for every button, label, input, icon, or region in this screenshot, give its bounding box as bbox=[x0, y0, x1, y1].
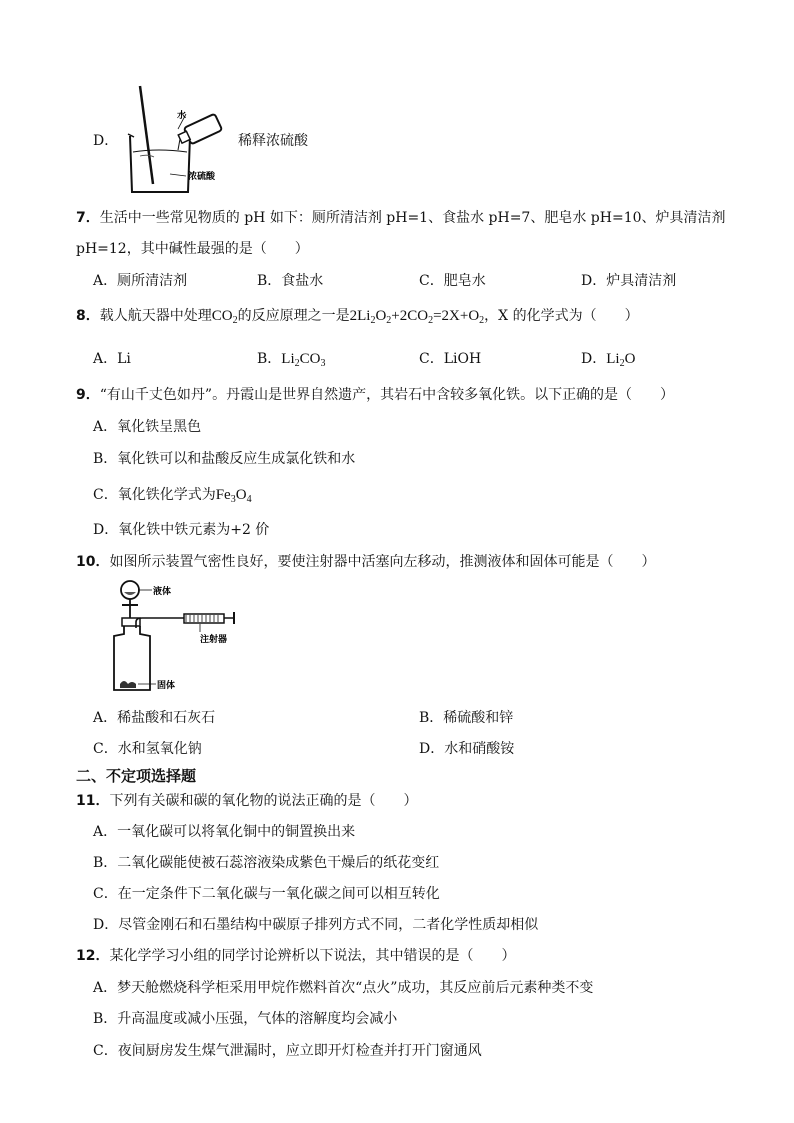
dilution-apparatus-figure bbox=[118, 84, 228, 196]
q7-option-d[interactable]: D．炉具清洁剂 bbox=[581, 273, 677, 289]
apparatus-figure bbox=[100, 578, 245, 693]
q8-option-c[interactable]: C．LiOH bbox=[419, 351, 482, 367]
q11-option-b[interactable]: B．二氧化碳能使被石蕊溶液染成紫色干燥后的纸花变红 bbox=[93, 855, 440, 871]
q8-option-d[interactable]: D．$Li_2O$ bbox=[581, 351, 636, 369]
q11-option-d[interactable]: D．尽管金刚石和石墨结构中碳原子排列方式不同，二者化学性质却相似 bbox=[93, 917, 539, 933]
q7-option-b[interactable]: B．食盐水 bbox=[257, 273, 324, 289]
q7-stem-line2: pH=12，其中碱性最强的是（ ） bbox=[76, 241, 309, 257]
water-label: 水 bbox=[177, 111, 187, 121]
q10-stem: 10．如图所示装置气密性良好，要使注射器中活塞向左移动，推测液体和固体可能是（ ） bbox=[76, 554, 656, 570]
q8-stem: 8．载人航天器中处理$CO_2$的反应原理之一是$2Li_2O_2+2CO_2=2X+O_2$，X 的化学式为（ ） bbox=[76, 308, 639, 326]
q8-option-b[interactable]: B．$Li_2CO_3$ bbox=[257, 351, 326, 369]
q9-option-b[interactable]: B．氧化铁可以和盐酸反应生成氯化铁和水 bbox=[93, 451, 356, 467]
q11-option-c[interactable]: C．在一定条件下二氧化碳与一氧化碳之间可以相互转化 bbox=[93, 886, 440, 902]
q12-option-b[interactable]: B．升高温度或减小压强，气体的溶解度均会减小 bbox=[93, 1011, 398, 1027]
syringe-label: 注射器 bbox=[200, 635, 228, 645]
q6-option-d-label: D． bbox=[93, 133, 119, 149]
reaction-equation: $2Li_2O_2+2CO_2=2X+O_2$ bbox=[349, 308, 485, 326]
q10-option-b[interactable]: B．稀硫酸和锌 bbox=[419, 710, 514, 726]
q10-option-a[interactable]: A．稀盐酸和石灰石 bbox=[93, 710, 216, 726]
q11-stem: 11．下列有关碳和碳的氧化物的说法正确的是（ ） bbox=[76, 793, 418, 809]
section-title: 二、不定项选择题 bbox=[76, 767, 197, 785]
beaker bbox=[130, 136, 190, 192]
q10-option-d[interactable]: D．水和硝酸铵 bbox=[419, 741, 515, 757]
q10-option-c[interactable]: C．水和氢氧化钠 bbox=[93, 741, 202, 757]
glass-rod bbox=[140, 86, 153, 184]
q9-option-a[interactable]: A．氧化铁呈黑色 bbox=[93, 419, 202, 435]
q7-option-c[interactable]: C．肥皂水 bbox=[419, 273, 486, 289]
q6-option-d-text: 稀释浓硫酸 bbox=[238, 133, 308, 149]
liquid-label: 液体 bbox=[153, 587, 172, 597]
q9-option-d[interactable]: D．氧化铁中铁元素为+2 价 bbox=[93, 522, 270, 538]
concentrated-acid-label: 浓硫酸 bbox=[188, 172, 216, 182]
q7-option-a[interactable]: A．厕所清洁剂 bbox=[93, 273, 188, 289]
co2-formula: $CO_2$ bbox=[211, 308, 238, 326]
q9-option-c[interactable]: C．氧化铁化学式为$Fe_3O_4$ bbox=[93, 487, 252, 505]
q12-stem: 12．某化学学习小组的同学讨论辨析以下说法，其中错误的是（ ） bbox=[76, 948, 516, 964]
q7-stem-line1: 7．生活中一些常见物质的 pH 如下：厕所清洁剂 pH=1、食盐水 pH=7、肥皂水 pH=10、炉具清洁剂 bbox=[76, 210, 726, 226]
solid-label: 固体 bbox=[157, 681, 176, 691]
q9-stem: 9．“有山千丈色如丹”。丹霞山是世界自然遗产，其岩石中含较多氧化铁。以下正确的是（ ） bbox=[76, 387, 675, 403]
q8-option-a[interactable]: A．Li bbox=[93, 351, 131, 367]
separating-funnel bbox=[121, 581, 139, 599]
flask bbox=[114, 626, 150, 690]
q12-option-c[interactable]: C．夜间厨房发生煤气泄漏时，应立即开灯检查并打开门窗通风 bbox=[93, 1043, 482, 1059]
q12-option-a[interactable]: A．梦天舱燃烧科学柜采用甲烷作燃料首次“点火”成功，其反应前后元素种类不变 bbox=[93, 980, 594, 996]
q11-option-a[interactable]: A．一氧化碳可以将氧化铜中的铜置换出来 bbox=[93, 824, 356, 840]
